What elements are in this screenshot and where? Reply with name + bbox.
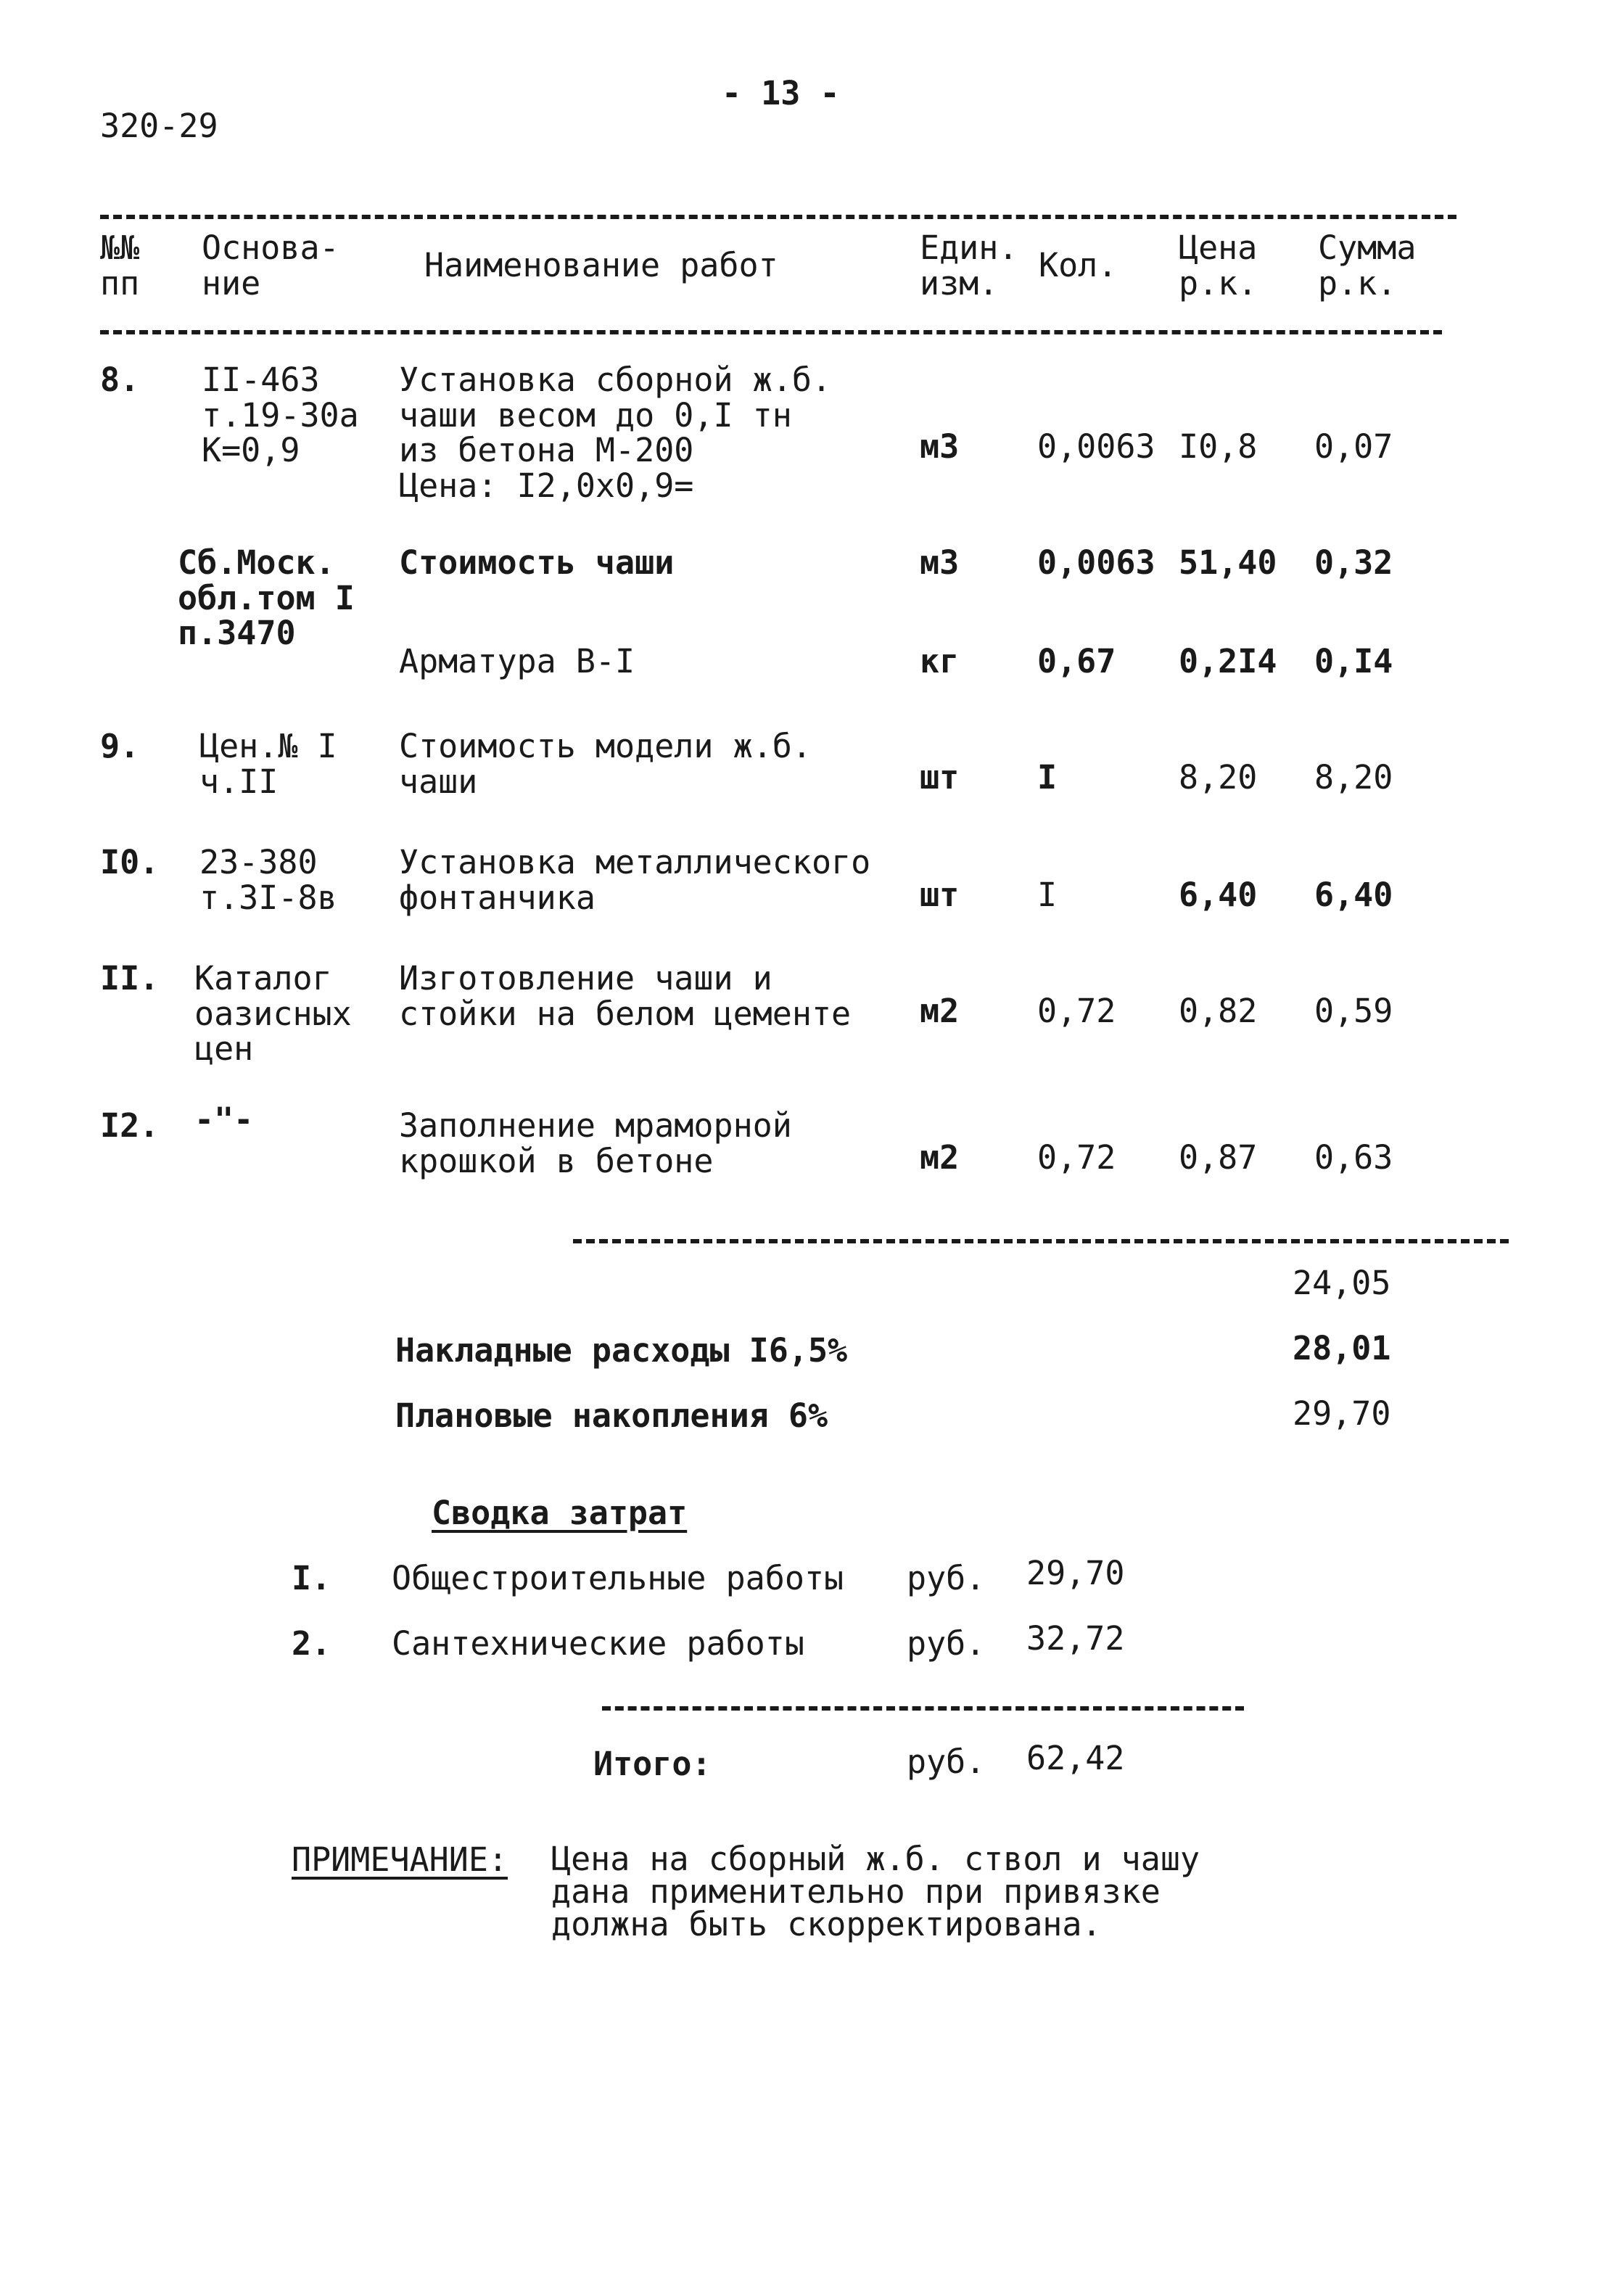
total-value: 62,42	[1026, 1739, 1125, 1777]
row-sum: 8,20	[1314, 758, 1393, 797]
total-label: Итого:	[593, 1745, 712, 1783]
header-sum: Сумма р.к.	[1318, 229, 1417, 303]
summary-item-label: Общестроительные работы	[392, 1559, 844, 1597]
row-basis: -"-	[194, 1100, 254, 1139]
row-basis: II-463 т.19-30а К=0,9	[202, 361, 359, 470]
row-name: Установка сборной ж.б. чаши весом до 0,I тн из бетона М-200 Цена: I2,0х0,9=	[399, 361, 832, 505]
header-bottom-rule	[100, 330, 1442, 334]
header-basis: Основа- ние	[202, 229, 339, 303]
subtotal-value: 24,05	[1293, 1264, 1391, 1302]
row-price: 6,40	[1179, 876, 1258, 914]
row-sum: 0,I4	[1314, 642, 1393, 680]
row-name: Изготовление чаши и стойки на белом цементе	[399, 959, 852, 1033]
row-unit: м3	[920, 543, 960, 582]
row-name: Установка металлического фонтанчика	[399, 843, 871, 917]
summary-item-unit: руб.	[907, 1559, 986, 1597]
row-price: 51,40	[1179, 543, 1277, 582]
row-sum: 0,07	[1314, 427, 1393, 466]
row-name: Стоимость чаши	[399, 543, 675, 582]
table-bottom-rule	[573, 1239, 1509, 1243]
header-num: №№ пп	[100, 229, 140, 303]
row-qty: 0,67	[1037, 642, 1116, 680]
row-unit: кг	[920, 642, 960, 680]
row-qty: 0,0063	[1037, 427, 1155, 466]
summary-item-num: I.	[292, 1559, 331, 1597]
overhead-label: Накладные расходы I6,5%	[395, 1331, 848, 1370]
row-qty: I	[1037, 876, 1058, 914]
summary-item-unit: руб.	[907, 1624, 986, 1663]
planned-label: Плановые накопления 6%	[395, 1396, 828, 1435]
row-sum: 0,32	[1314, 543, 1393, 582]
row-name: Заполнение мраморной крошкой в бетоне	[399, 1106, 792, 1180]
row-name: Арматура В-I	[399, 642, 635, 680]
total-unit: руб.	[907, 1742, 986, 1781]
row-basis: Каталог оазисных цен	[194, 959, 352, 1069]
page-number: - 13 -	[722, 74, 840, 112]
row-sum: 0,59	[1314, 992, 1393, 1030]
summary-title: Сводка затрат	[432, 1494, 688, 1532]
row-num: II.	[100, 959, 160, 997]
row-price: 0,2I4	[1179, 642, 1277, 680]
overhead-value: 28,01	[1293, 1329, 1391, 1367]
note-text: Цена на сборный ж.б. ствол и чашу дана применительно при привязке должна быть скорректирована.	[551, 1840, 1200, 1943]
row-unit: м3	[920, 427, 960, 466]
row-num: 8.	[100, 361, 140, 399]
header-unit: Един. изм.	[920, 229, 1018, 303]
row-price: 8,20	[1179, 758, 1258, 797]
row-sum: 0,63	[1314, 1138, 1393, 1177]
row-basis: Цен.№ I ч.II	[199, 727, 337, 801]
row-price: 0,82	[1179, 992, 1258, 1030]
row-basis: Сб.Моск. обл.том I п.3470	[178, 543, 355, 653]
summary-item-num: 2.	[292, 1624, 331, 1663]
row-unit: м2	[920, 992, 960, 1030]
row-basis: 23-380 т.3I-8в	[199, 843, 337, 917]
header-name: Наименование работ	[424, 246, 778, 284]
note-label: ПРИМЕЧАНИЕ:	[292, 1840, 508, 1879]
summary-item-value: 32,72	[1026, 1619, 1125, 1658]
summary-item-value: 29,70	[1026, 1554, 1125, 1592]
row-price: 0,87	[1179, 1138, 1258, 1177]
row-unit: шт	[920, 758, 960, 797]
row-sum: 6,40	[1314, 876, 1393, 914]
row-price: I0,8	[1179, 427, 1258, 466]
row-unit: м2	[920, 1138, 960, 1177]
row-num: I0.	[100, 843, 160, 881]
table-top-rule	[100, 215, 1456, 219]
row-qty: 0,72	[1037, 1138, 1116, 1177]
summary-item-label: Сантехнические работы	[392, 1624, 804, 1663]
planned-value: 29,70	[1293, 1394, 1391, 1433]
row-qty: 0,72	[1037, 992, 1116, 1030]
row-name: Стоимость модели ж.б. чаши	[399, 727, 812, 801]
row-qty: 0,0063	[1037, 543, 1155, 582]
row-num: 9.	[100, 727, 140, 765]
header-price: Цена р.к.	[1179, 229, 1258, 303]
row-qty: I	[1037, 758, 1058, 797]
row-unit: шт	[920, 876, 960, 914]
row-num: I2.	[100, 1106, 160, 1145]
summary-rule	[602, 1706, 1244, 1711]
document-code: 320-29	[100, 107, 218, 145]
header-qty: Кол.	[1039, 246, 1118, 284]
